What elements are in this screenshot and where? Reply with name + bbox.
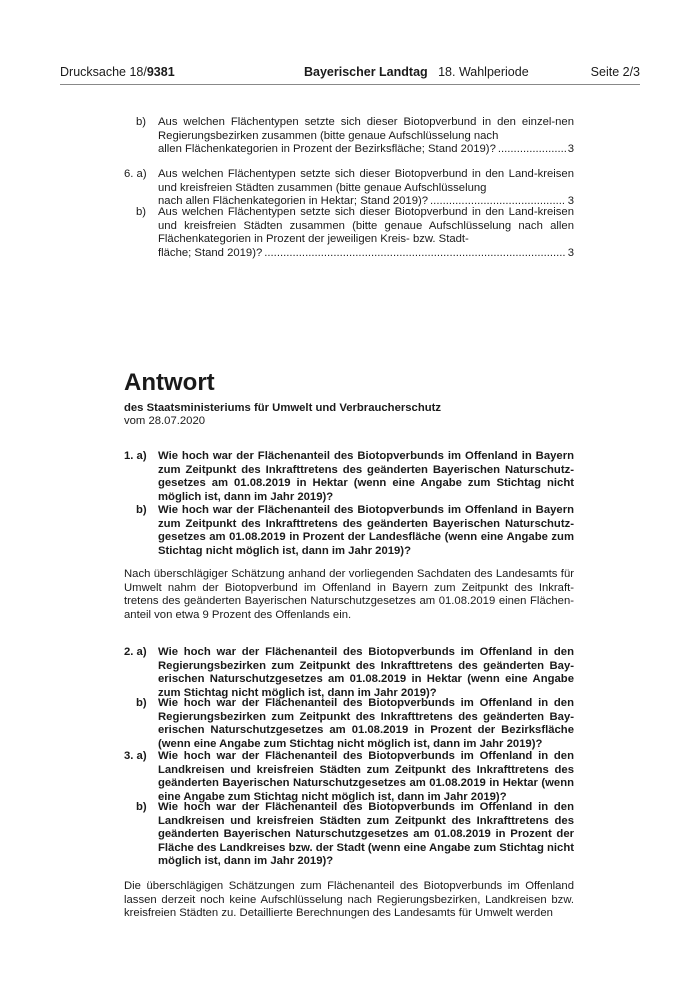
question-text: Wie hoch war der Flächenanteil des Biotopverbunds im Offenland in den Regierungsbezirken zum Zeitpunkt des Inkrafttretens des geänderten Bay-erischen Naturschutzgesetzes am 01.08.2019 in Prozent der Bezirksfläche (wenn eine Angabe zum Stichtag nicht möglich ist, dann im Jahr 2019)? <box>158 697 574 750</box>
toc-text: Aus welchen Flächentypen setzte sich dieser Biotopverbund in den Land-kreisen und kreisfreien Städten zusammen (bitte genaue Aufschlüsselung <box>158 168 574 194</box>
question-label: b) <box>136 504 147 516</box>
toc-last-line: allen Flächenkategorien in Prozent der Bezirksfläche; Stand 2019)? ..... 3 <box>158 143 574 157</box>
toc-entry <box>124 206 574 260</box>
toc-text: Aus welchen Flächentypen setzte sich dieser Biotopverbund in den Land-kreisen und kreisfreien Städten zusammen (bitte genaue Aufschlüsselung nach allen Flächenkategorien in Prozent der jeweiligen Kreis- bzw. Stadt- <box>158 206 574 245</box>
question-text: Wie hoch war der Flächenanteil des Biotopverbunds im Offenland in Bayern zum Zeitpunkt des Inkrafttretens des geänderten Bayerischen Naturschutz-gesetzes am 01.08.2019 in Hektar (wenn eine Angabe zum Stichtag nicht möglich ist, dann im Jahr 2019)? <box>158 450 574 503</box>
question <box>124 750 574 804</box>
printed-matter-number: Drucksache 18/9381 <box>60 65 175 79</box>
toc-entry <box>124 116 574 157</box>
toc-page: 3 <box>567 246 574 259</box>
question-label: b) <box>136 697 147 709</box>
parliament-name: Bayerischer Landtag <box>304 65 428 79</box>
legislative-period: 18. Wahlperiode <box>438 65 529 79</box>
ministry-name: des Staatsministeriums für Umwelt und Verbraucherschutz <box>124 402 442 414</box>
question <box>124 801 574 869</box>
question <box>124 697 574 751</box>
toc-label: b) <box>136 206 147 218</box>
question-text: Wie hoch war der Flächenanteil des Biotopverbunds im Offenland in Bayern zum Zeitpunkt des Inkrafttretens des geänderten Bayerischen Naturschutz-gesetzes am 01.08.2019 in Prozent der Landesfläche (wenn eine Angabe zum Stichtag nicht möglich ist, dann im Jahr 2019)? <box>158 504 574 557</box>
toc-text: Aus welchen Flächentypen setzte sich dieser Biotopverbund in den einzel-nen Regierungsbezirken zusammen (bitte genaue Aufschlüsselung nach <box>158 116 574 142</box>
question-text: Wie hoch war der Flächenanteil des Biotopverbunds im Offenland in den Landkreisen und kreisfreien Städten zum Zeitpunkt des Inkrafttretens des geänderten Bayerischen Naturschutzgesetzes am 01.08.2019 in Hektar (wenn eine Angabe zum Stichtag nicht möglich ist, dann im Jahr 2019)? <box>158 750 574 803</box>
question-text: Wie hoch war der Flächenanteil des Biotopverbunds im Offenland in den Landkreisen und kreisfreien Städten zum Zeitpunkt des Inkrafttretens des geänderten Bayerischen Naturschutzgesetzes am 01.08.2019 in Prozent der Fläche des Landkreises bzw. der Stadt (wenn eine Angabe zum Stichtag nicht möglich ist, dann im Jahr 2019)? <box>158 801 574 868</box>
page-header <box>60 64 640 80</box>
toc-label: 6. a) <box>124 168 147 180</box>
question <box>124 450 574 504</box>
toc-page: 3 <box>567 195 574 207</box>
question <box>124 646 574 700</box>
page-number: Seite 2/3 <box>590 65 640 79</box>
toc-entry <box>124 168 574 209</box>
toc-label: b) <box>136 116 147 128</box>
question-label: b) <box>136 801 147 813</box>
toc-last-line: fläche; Stand 2019)? ..... 3 <box>158 247 574 261</box>
toc-page: 3 <box>567 143 574 155</box>
question-text: Wie hoch war der Flächenanteil des Biotopverbunds im Offenland in den Regierungsbezirken zum Zeitpunkt des Inkrafttretens des geänderten Bay-erischen Naturschutzgesetzes am 01.08.2019 in Hektar (wenn eine Angabe zum Stichtag nicht möglich ist, dann im Jahr 2019)? <box>158 646 574 699</box>
question-label: 2. a) <box>124 646 147 658</box>
answer-title: Antwort <box>124 369 215 396</box>
header-center <box>304 64 529 80</box>
answer-date: vom 28.07.2020 <box>124 415 206 427</box>
toc-last-line: nach allen Flächenkategorien in Hektar; Stand 2019)? ..... 3 <box>158 195 574 209</box>
answer-paragraph: Nach überschlägiger Schätzung anhand der vorliegenden Sachdaten des Landesamts für Umwelt nahm der Biotopverbund im Offenland in Bayern zum Zeitpunkt des Inkraft-tretens des geänderten Bayerischen Naturschutzgesetzes am 01.08.2019 einen Flächen-anteil von etwa 9 Prozent des Offenlands ein. <box>124 568 574 621</box>
header-divider <box>60 84 640 85</box>
question-label: 1. a) <box>124 450 147 462</box>
question-label: 3. a) <box>124 750 147 762</box>
answer-paragraph: Die überschlägigen Schätzungen zum Flächenanteil des Biotopverbunds im Offenland lassen derzeit noch keine Aufschlüsselung nach Regierungsbezirken, Landkreisen bzw. kreisfreien Städten zu. Detaillierte Berechnungen des Landesamts für Umwelt werden <box>124 880 574 920</box>
question <box>124 504 574 558</box>
